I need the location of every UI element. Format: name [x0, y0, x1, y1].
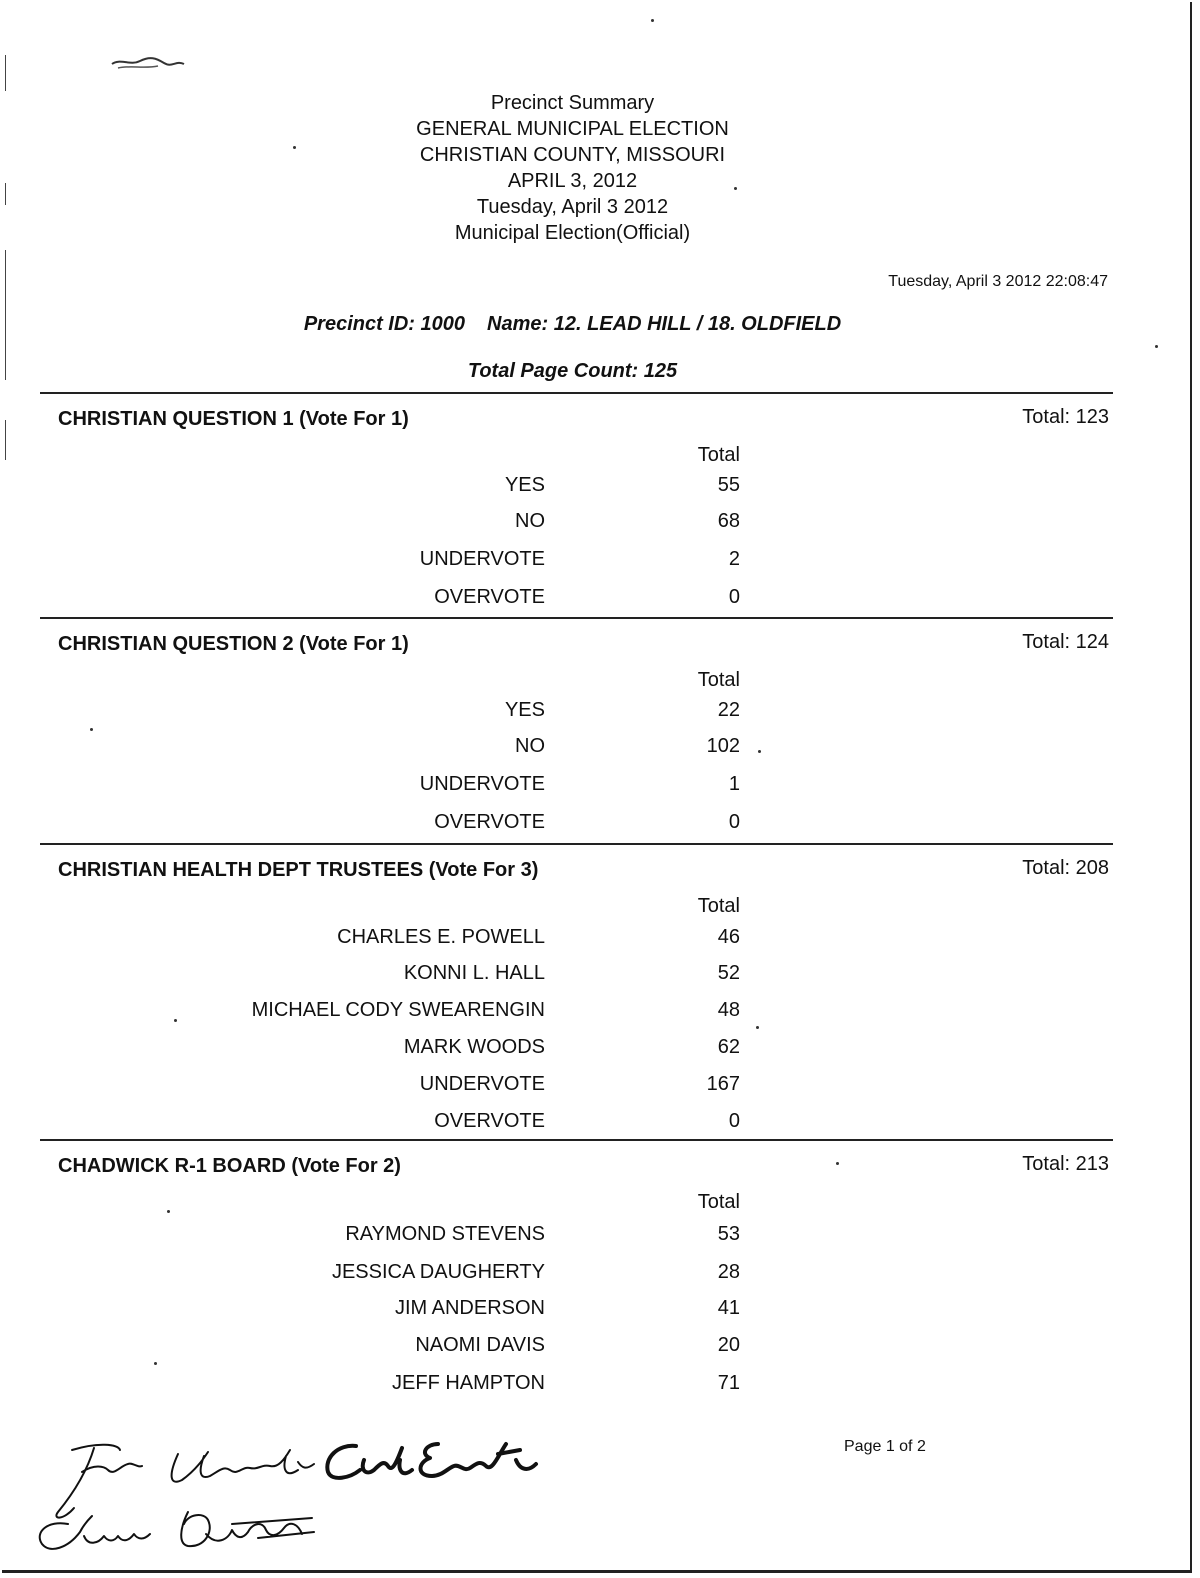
candidate-name: MICHAEL CODY SWEARENGIN: [251, 999, 545, 1021]
candidate-name: KONNI L. HALL: [403, 962, 545, 984]
choice-votes: 55: [717, 474, 740, 496]
report-header: [0, 90, 1145, 246]
report-title: Precinct Summary: [490, 92, 655, 114]
election-type: Municipal Election(Official): [454, 222, 691, 244]
candidate-name: MARK WOODS: [403, 1036, 545, 1058]
candidate-votes: 48: [717, 999, 740, 1021]
choice-label: YES: [504, 474, 545, 496]
choice-votes: 0: [728, 586, 740, 608]
scan-speck: [1155, 345, 1158, 348]
contest-section: [40, 392, 1113, 620]
candidate-name: RAYMOND STEVENS: [345, 1223, 545, 1245]
candidate-name: JESSICA DAUGHERTY: [331, 1261, 545, 1283]
precinct-id: Precinct ID: 1000: [303, 313, 466, 335]
contest-total: Total: 208: [1022, 857, 1109, 879]
choice-label: YES: [504, 699, 545, 721]
section-divider: [40, 392, 1113, 394]
scan-mark: [5, 420, 6, 460]
candidate-name: OVERVOTE: [434, 1110, 545, 1132]
choice-label: OVERVOTE: [434, 586, 545, 608]
candidate-name: JEFF HAMPTON: [392, 1372, 545, 1394]
contest-section: [40, 617, 1113, 845]
choice-votes: 102: [706, 735, 740, 757]
candidate-votes: 41: [717, 1297, 740, 1319]
column-header-total: Total: [697, 1191, 740, 1213]
total-page-count: Total Page Count: 125: [467, 360, 678, 382]
result-row: [40, 1073, 1113, 1097]
result-row: [40, 962, 1113, 986]
section-divider: [40, 843, 1113, 845]
page-number: Page 1 of 2: [844, 1438, 926, 1455]
candidate-votes: 53: [717, 1223, 740, 1245]
candidate-name: JIM ANDERSON: [394, 1297, 545, 1319]
candidate-name: CHARLES E. POWELL: [337, 926, 545, 948]
result-row: [40, 1261, 1113, 1285]
contest-total: Total: 213: [1022, 1153, 1109, 1175]
result-row: [40, 586, 1113, 610]
candidate-votes: 28: [717, 1261, 740, 1283]
precinct-name: Name: 12. LEAD HILL / 18. OLDFIELD: [487, 313, 842, 335]
contest-title: CHADWICK R-1 BOARD (Vote For 2): [58, 1155, 401, 1177]
result-row: [40, 474, 1113, 498]
result-row: [40, 1372, 1113, 1396]
candidate-votes: 167: [706, 1073, 740, 1095]
election-name: GENERAL MUNICIPAL ELECTION: [416, 118, 729, 140]
candidate-votes: 46: [717, 926, 740, 948]
column-header-total: Total: [697, 669, 740, 691]
choice-label: UNDERVOTE: [419, 548, 545, 570]
choice-label: NO: [515, 510, 545, 532]
result-row: [40, 735, 1113, 759]
result-row: [40, 926, 1113, 950]
result-row: [40, 699, 1113, 723]
contest-section: [40, 1139, 1113, 1399]
result-row: [40, 773, 1113, 797]
contest-section: [40, 843, 1113, 1139]
candidate-votes: 62: [717, 1036, 740, 1058]
candidate-name: NAOMI DAVIS: [415, 1334, 545, 1356]
scan-mark: [5, 55, 6, 91]
candidate-votes: 0: [728, 1110, 740, 1132]
contest-total: Total: 123: [1022, 406, 1109, 428]
result-row: [40, 999, 1113, 1023]
result-row: [40, 1334, 1113, 1358]
choice-label: OVERVOTE: [434, 811, 545, 833]
choice-votes: 0: [728, 811, 740, 833]
choice-votes: 1: [728, 773, 740, 795]
column-header-total: Total: [697, 895, 740, 917]
contest-title: CHRISTIAN QUESTION 2 (Vote For 1): [58, 633, 409, 655]
choice-votes: 68: [717, 510, 740, 532]
choice-votes: 22: [717, 699, 740, 721]
section-divider: [40, 617, 1113, 619]
section-divider: [40, 1139, 1113, 1141]
county-name: CHRISTIAN COUNTY, MISSOURI: [419, 144, 726, 166]
result-row: [40, 1223, 1113, 1247]
candidate-votes: 71: [717, 1372, 740, 1394]
candidate-name: UNDERVOTE: [419, 1073, 545, 1095]
choice-label: UNDERVOTE: [419, 773, 545, 795]
election-weekday-date: Tuesday, April 3 2012: [476, 196, 669, 218]
result-row: [40, 1297, 1113, 1321]
election-date: APRIL 3, 2012: [507, 170, 638, 192]
scan-speck: [651, 19, 654, 22]
result-row: [40, 548, 1113, 572]
column-header-total: Total: [697, 444, 740, 466]
report-timestamp: Tuesday, April 3 2012 22:08:47: [888, 273, 1108, 290]
contest-title: CHRISTIAN HEALTH DEPT TRUSTEES (Vote For 3): [58, 859, 539, 881]
choice-votes: 2: [728, 548, 740, 570]
handwritten-signatures: [28, 1420, 588, 1570]
choice-label: NO: [515, 735, 545, 757]
result-row: [40, 1110, 1113, 1134]
scribble-mark: [110, 52, 190, 72]
contest-title: CHRISTIAN QUESTION 1 (Vote For 1): [58, 408, 409, 430]
candidate-votes: 20: [717, 1334, 740, 1356]
result-row: [40, 510, 1113, 534]
precinct-info: [0, 313, 1145, 336]
contest-total: Total: 124: [1022, 631, 1109, 653]
result-row: [40, 811, 1113, 835]
candidate-votes: 52: [717, 962, 740, 984]
result-row: [40, 1036, 1113, 1060]
